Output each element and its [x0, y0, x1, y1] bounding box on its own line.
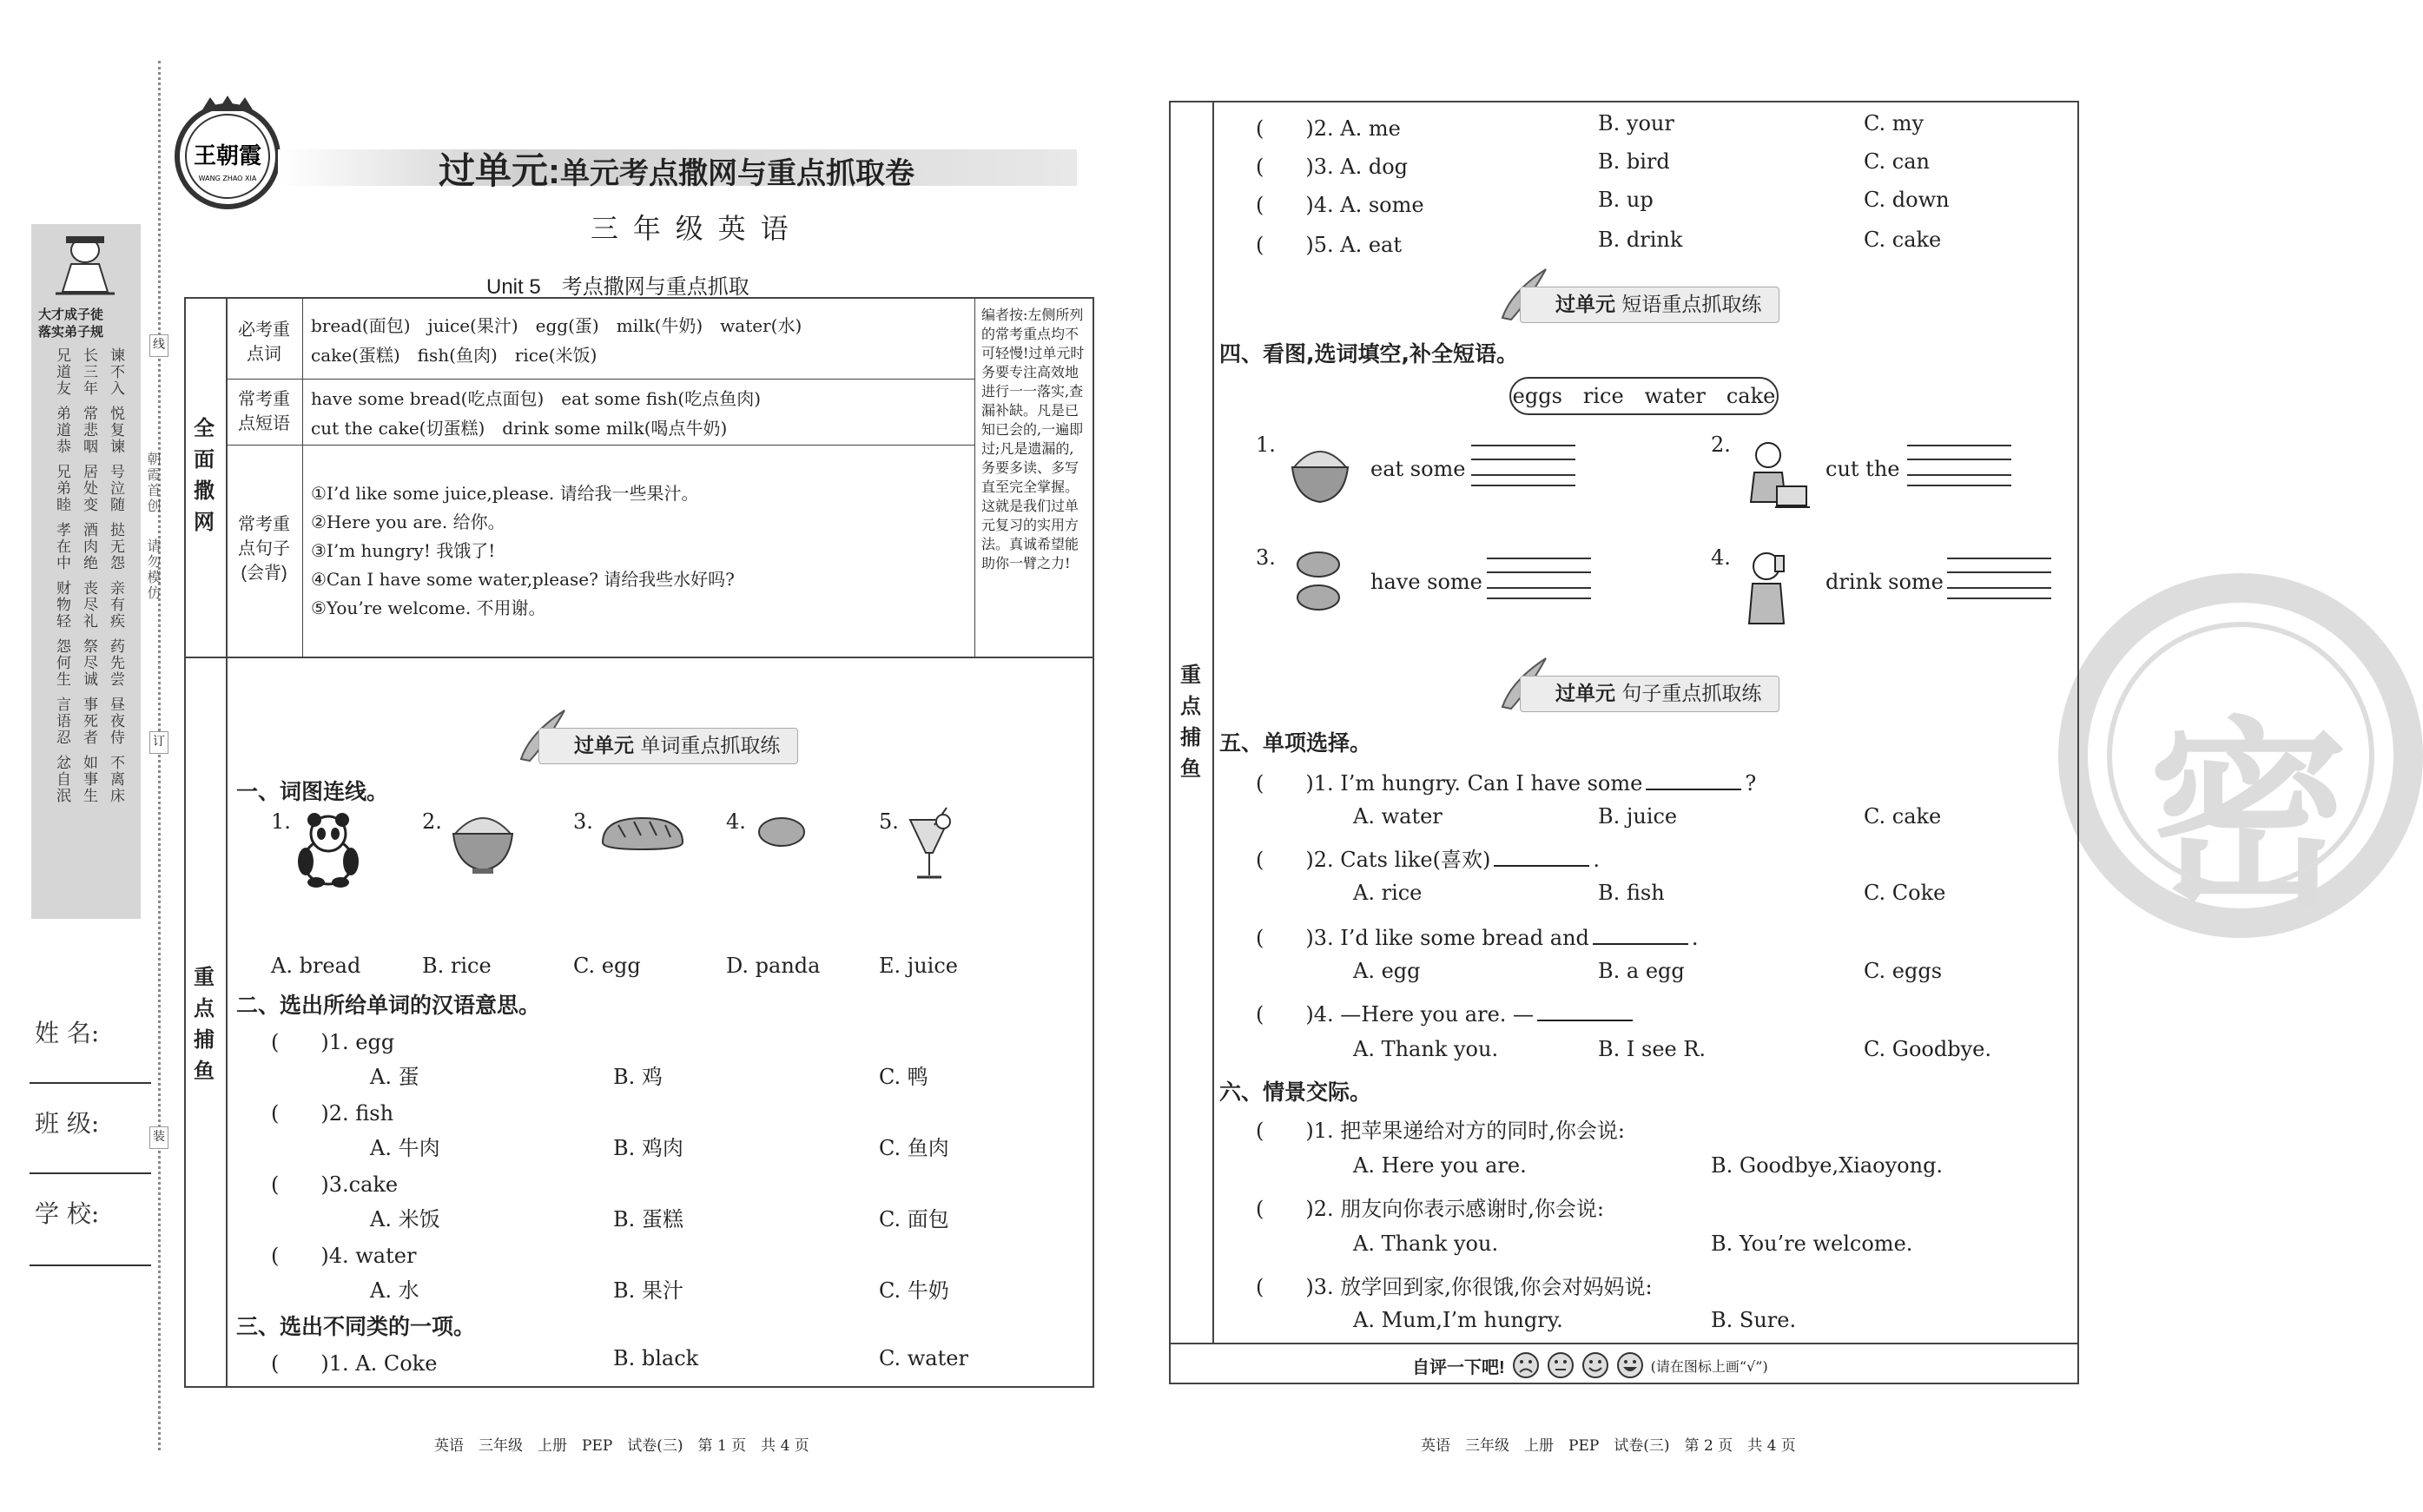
q2-1-a: A. 蛋 [370, 1065, 419, 1089]
q4-answer-4[interactable] [1947, 558, 2051, 599]
proverb-columns [52, 347, 124, 813]
q3-3-c: C. can [1864, 149, 1930, 174]
row-rule-2 [226, 445, 974, 446]
q4-title: 四、看图,选词填空,补全短语。 [1219, 341, 1518, 366]
brand-logo [167, 94, 288, 215]
q3-1-c: C. water [879, 1346, 968, 1370]
vertical-note-2: 请勿模仿 [145, 538, 162, 601]
brand-name: 王朝霞 [193, 143, 262, 169]
panda-icon [294, 809, 363, 888]
page2-section-label: 重点捕鱼 [1180, 664, 1201, 781]
q5-2-a: A. rice [1353, 881, 1423, 905]
q2-item-4: ( )4. water [271, 1244, 417, 1268]
proverb-group [52, 347, 124, 397]
q2-1-b: B. 鸡 [613, 1065, 663, 1089]
q4-num-4: 4. [1711, 545, 1731, 570]
q3-1-b: B. black [613, 1346, 699, 1370]
watermark-seal-icon [2058, 573, 2423, 938]
proverb-column: 常悲咽 [80, 406, 97, 455]
word-box: eggs rice water cake [1509, 377, 1779, 415]
proverb-column: 酒肉绝 [80, 522, 97, 571]
proverb-column: 不离床 [107, 755, 124, 804]
q5-item-4: ( )4. —Here you are. — [1256, 997, 1636, 1027]
q2-3-b: B. 蛋糕 [613, 1207, 683, 1231]
q6-2-b: B. You’re welcome. [1711, 1231, 1913, 1256]
proverb-column: 怨何生 [53, 638, 70, 688]
proverb-group [52, 464, 124, 513]
q3-5-b: B. drink [1598, 228, 1683, 252]
q5-4-c: C. Goodbye. [1864, 1037, 1991, 1061]
q3-4-b: B. up [1598, 188, 1654, 212]
q1-num-4: 4. [726, 809, 746, 834]
class-label: 班 级: [35, 1109, 100, 1138]
q5-3-c: C. eggs [1864, 959, 1943, 983]
section-label-fish: 重点捕鱼 [194, 966, 215, 1083]
sad-face-icon[interactable] [1512, 1351, 1540, 1379]
q4-num-1: 1. [1256, 432, 1276, 457]
q2-4-a: A. 水 [370, 1278, 419, 1303]
q3-5-c: C. cake [1864, 228, 1942, 252]
row-label-sentences: 常考重点句子(会背) [238, 515, 290, 583]
proverb-column: 忿自泯 [53, 755, 70, 804]
bread-icon [599, 811, 686, 855]
proverb-group [52, 755, 124, 804]
table-bottom-rule [184, 657, 1094, 658]
q6-1-a: A. Here you are. [1353, 1153, 1527, 1178]
q4-num-2: 2. [1711, 432, 1731, 457]
egg-icon [756, 815, 808, 849]
page2-footer: 英语 三年级 上册 PEP 试卷(三) 第 2 页 共 4 页 [1421, 1437, 1796, 1455]
q5-item-1: ( )1. I’m hungry. Can I have some ? [1256, 771, 1757, 796]
q6-item-3: ( )3. 放学回到家,你很饿,你会对妈妈说: [1256, 1275, 1653, 1299]
binding-mark-line: 线 [149, 334, 168, 357]
proverb-column: 亲有疾 [107, 580, 124, 630]
scholar-figure-icon [50, 231, 120, 300]
outer-label-net: 全面撒网 [194, 417, 215, 534]
q5-item-3: ( )3. I’d like some bread and . [1256, 926, 1699, 950]
q3-item-4: ( )4. A. some [1256, 193, 1424, 217]
q1-option-b: B. rice [422, 954, 492, 978]
page1-footer: 英语 三年级 上册 PEP 试卷(三) 第 1 页 共 4 页 [434, 1437, 809, 1455]
proverb-group [52, 697, 124, 746]
label-col-rule [302, 297, 303, 657]
juice-glass-icon [903, 808, 955, 886]
proverb-group [52, 522, 124, 571]
q2-item-2: ( )2. fish [271, 1101, 394, 1126]
q2-title: 二、选出所给单词的汉语意思。 [236, 993, 541, 1018]
q5-3-a: A. egg [1353, 959, 1421, 983]
proverb-column: 昼夜侍 [107, 697, 124, 746]
q6-3-b: B. Sure. [1711, 1308, 1797, 1332]
q2-item-1: ( )1. egg [271, 1030, 395, 1054]
q1-num-2: 2. [422, 809, 442, 834]
q4-answer-2[interactable] [1907, 445, 2011, 486]
tag-phrase-practice: 过单元 短语重点抓取练 [1520, 287, 1779, 323]
title-rest: 单元考点撒网与重点抓取卷 [560, 157, 915, 190]
page2-label-rule [1212, 101, 1214, 1343]
smile-face-icon[interactable] [1581, 1351, 1609, 1379]
q6-item-1: ( )1. 把苹果递给对方的同时,你会说: [1256, 1119, 1625, 1143]
q1-option-d: D. panda [726, 954, 821, 978]
proverb-column: 兄道友 [53, 347, 70, 397]
q2-1-c: C. 鸭 [879, 1065, 928, 1089]
class-field[interactable] [30, 1172, 151, 1174]
q4-phrase-4: drink some [1826, 570, 1944, 594]
q6-1-b: B. Goodbye,Xiaoyong. [1711, 1153, 1944, 1178]
row-rule-1 [226, 379, 974, 380]
q5-2-b: B. fish [1598, 881, 1665, 905]
proverb-column: 悦复谏 [107, 406, 124, 455]
proverb-column: 长三年 [80, 347, 97, 397]
proverb-column: 丧尽礼 [80, 580, 97, 630]
q2-2-c: C. 鱼肉 [879, 1136, 949, 1160]
binding-mark-bind: 装 [149, 1126, 168, 1149]
q2-3-c: C. 面包 [879, 1207, 949, 1231]
q2-3-a: A. 米饭 [370, 1207, 440, 1231]
q3-item-3: ( )3. A. dog [1256, 155, 1409, 179]
q5-title: 五、单项选择。 [1219, 730, 1372, 756]
grade-title: 三 年 级 英 语 [591, 213, 792, 244]
q5-4-a: A. Thank you. [1353, 1037, 1499, 1061]
tag-word-practice: 过单元 单词重点抓取练 [538, 728, 798, 764]
proverb-column: 祭尽诚 [80, 638, 97, 688]
q4-phrase-1: eat some [1370, 457, 1466, 481]
title-sep: : [548, 150, 561, 191]
key-phrases: have some bread(吃点面包) eat some fish(吃点鱼肉) cut the cake(切蛋糕) drink some milk(喝点牛奶) [311, 388, 761, 439]
q2-2-a: A. 牛肉 [370, 1136, 440, 1160]
q5-4-b: B. I see R. [1598, 1037, 1707, 1061]
proverb-column: 事死者 [80, 697, 97, 746]
q3-item-1: ( )1. A. Coke [271, 1351, 438, 1376]
q2-2-b: B. 鸡肉 [613, 1136, 683, 1160]
unit-title: Unit 5 考点撒网与重点抓取 [486, 275, 749, 299]
proverb-column: 孝在中 [53, 522, 70, 571]
q5-blank-2[interactable] [1494, 865, 1589, 867]
proverb-column: 兄弟睦 [53, 464, 70, 513]
q3-2-c: C. my [1864, 111, 1925, 135]
page2-footer-rule [1169, 1343, 2079, 1344]
brand-subname: WANG ZHAO XIA [198, 175, 257, 182]
q4-num-3: 3. [1256, 545, 1276, 570]
row-label-phrases: 常考重点短语 [238, 390, 290, 433]
q3-4-c: C. down [1864, 188, 1950, 212]
q2-4-c: C. 牛奶 [879, 1278, 949, 1303]
q6-2-a: A. Thank you. [1353, 1231, 1499, 1256]
q3-item-2: ( )2. A. me [1256, 116, 1401, 141]
key-words: bread(面包) juice(果汁) egg(蛋) milk(牛奶) water(水) cake(蛋糕) fish(鱼肉) rice(米饭) [311, 315, 802, 366]
name-label: 姓 名: [35, 1019, 100, 1047]
rice-bowl-icon [448, 808, 518, 877]
q5-1-a: A. water [1353, 804, 1443, 829]
q2-item-3: ( )3.cake [271, 1172, 399, 1197]
proverb-column: 挞无怨 [107, 522, 124, 571]
proverb-column: 弟道恭 [53, 406, 70, 455]
self-eval-note: (请在图标上画“√”) [1650, 1357, 1768, 1375]
proverb-group [52, 580, 124, 630]
q1-option-c: C. egg [573, 954, 641, 978]
q5-item-2: ( )2. Cats like(喜欢) . [1256, 848, 1600, 872]
q2-4-b: B. 果汁 [613, 1278, 683, 1303]
binding-dotted-line [158, 61, 161, 1450]
editor-note: 编者按:左侧所列的常考重点均不可轻慢!过单元时务要专注高效地进行一一落实,查漏补缺。凡是已知已会的,一遍即过;凡是遗漏的,务要多读、多写直至完全掌握。这就是我们过单元复习的实用方法。真诚希望能助你一臂之力! [981, 307, 1085, 571]
q1-num-1: 1. [271, 809, 291, 834]
q3-item-5: ( )5. A. eat [1256, 233, 1402, 257]
eggs-icon [1292, 549, 1344, 615]
proverb-column: 药先尝 [107, 638, 124, 688]
left-label-rule [226, 297, 228, 1388]
proverb-column: 言语忍 [53, 697, 70, 746]
sidebar-top-motto: 大才成子徒 落实弟子规 [38, 307, 104, 340]
q4-answer-3[interactable] [1487, 558, 1591, 599]
proverb-group [52, 638, 124, 688]
q5-blank-3[interactable] [1593, 943, 1688, 945]
neutral-face-icon[interactable] [1547, 1351, 1575, 1379]
q4-phrase-2: cut the [1826, 457, 1900, 481]
q1-option-a: A. bread [271, 954, 361, 978]
school-label: 学 校: [35, 1199, 100, 1228]
girl-cake-icon [1740, 438, 1810, 521]
school-field[interactable] [30, 1264, 151, 1266]
proverb-group [52, 406, 124, 455]
q4-answer-1[interactable] [1471, 445, 1575, 486]
watermark-char: 密 [2149, 704, 2349, 928]
self-eval-label: 自评一下吧! [1412, 1357, 1505, 1377]
note-col-rule [974, 297, 975, 657]
proverb-column: 号泣随 [107, 464, 124, 513]
binding-mark-order: 订 [149, 731, 168, 754]
rice-bowl-icon-2 [1287, 441, 1353, 507]
page-title [439, 142, 914, 195]
q6-title: 六、情景交际。 [1219, 1080, 1372, 1105]
q1-title: 一、词图连线。 [236, 779, 389, 804]
proverb-column: 如事生 [80, 755, 97, 804]
q6-3-a: A. Mum,I’m hungry. [1353, 1308, 1563, 1332]
q5-blank-4[interactable] [1537, 1020, 1633, 1021]
name-field[interactable] [30, 1082, 151, 1084]
proverb-column: 谏不入 [107, 347, 124, 397]
tag-sentence-practice: 过单元 句子重点抓取练 [1520, 676, 1779, 712]
q4-phrase-3: have some [1370, 570, 1482, 594]
q6-item-2: ( )2. 朋友向你表示感谢时,你会说: [1256, 1197, 1604, 1221]
q5-2-c: C. Coke [1864, 881, 1946, 905]
q5-blank-1[interactable] [1646, 789, 1741, 790]
vertical-note-1: 朝霞首创 [145, 452, 162, 514]
self-eval-row [1412, 1351, 1768, 1379]
q1-num-5: 5. [879, 809, 899, 834]
q3-title: 三、选出不同类的一项。 [236, 1314, 476, 1339]
q1-num-3: 3. [573, 809, 593, 834]
q3-3-b: B. bird [1598, 149, 1670, 174]
proverb-column: 居处变 [80, 464, 97, 513]
q5-1-c: C. cake [1864, 804, 1942, 829]
q5-3-b: B. a egg [1598, 959, 1685, 983]
q3-2-b: B. your [1598, 111, 1674, 135]
q1-option-e: E. juice [879, 954, 958, 978]
row-label-words: 必考重点词 [238, 320, 290, 364]
girl-drinking-icon [1740, 547, 1801, 627]
title-main: 过单元 [439, 150, 549, 191]
q5-1-b: B. juice [1598, 804, 1678, 829]
laugh-face-icon[interactable] [1616, 1351, 1644, 1379]
proverb-column: 财物轻 [53, 580, 70, 630]
key-sentences: ①I’d like some juice,please. 请给我一些果汁。 ②Here you are. 给你。 ③I’m hungry! 我饿了! ④Can I have some water,please? 请给我些水好吗? ⑤You’re welcome. 不用谢。 [311, 483, 735, 618]
